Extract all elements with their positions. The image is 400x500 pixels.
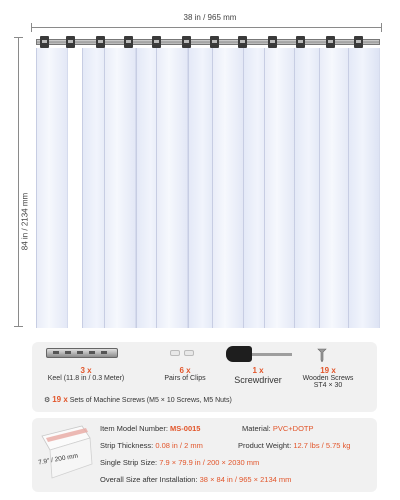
keel-icon [46,348,118,358]
clip-icon [124,36,133,48]
clip-icon [96,36,105,48]
material: Material: PVC+DOTP [242,424,314,433]
overall-size: Overall Size after Installation: 38 × 84 in / 965 × 2134 mm [100,475,292,484]
clip-icon [182,36,191,48]
accessory-clips: 6 x Pairs of Clips [164,366,206,382]
strip-width-label: 7.9" / 200 mm [37,452,79,467]
pvc-strip [104,48,136,328]
accessory-keel: 3 x Keel (11.8 in / 0.3 Meter) [47,366,125,382]
clip-icon [210,36,219,48]
clip-icon [66,36,75,48]
wooden-screw-icon [317,348,327,362]
machine-screws-line: ⚙ 19 x Sets of Machine Screws (M5 × 10 Screws, M5 Nuts) [44,395,232,404]
pvc-strip [36,48,68,328]
single-strip-size: Single Strip Size: 7.9 × 79.9 in / 200 × 2030 mm [100,458,260,467]
mounting-rail [36,36,380,48]
model-number: Item Model Number: MS-0015 [100,424,201,433]
pvc-strip [319,48,351,328]
height-dimension-line [14,37,30,327]
clip-icon [40,36,49,48]
clip-icon [296,36,305,48]
clips-icon [170,348,196,358]
machine-screw-icon: ⚙ [44,397,51,404]
product-weight: Product Weight: 12.7 lbs / 5.75 kg [238,441,351,450]
clip-icon [152,36,161,48]
pvc-strip-curtain [36,48,380,328]
height-dimension-label: 84 in / 2134 mm [21,172,30,272]
pvc-strip [212,48,244,328]
accessory-wooden-screws: 19 x Wooden Screws ST4 × 30 [302,366,354,389]
clip-icon [268,36,277,48]
specifications-panel [32,418,377,492]
pvc-strip [156,48,188,328]
width-dimension-line [31,23,382,33]
strip-thickness: Strip Thickness: 0.08 in / 2 mm [100,441,203,450]
clip-icon [326,36,335,48]
clip-icon [238,36,247,48]
clip-icon [354,36,363,48]
accessories-panel [32,342,377,412]
screwdriver-icon [226,346,294,362]
accessory-screwdriver: 1 x Screwdriver [234,366,282,385]
pvc-strip [264,48,296,328]
width-dimension-label: 38 in / 965 mm [140,13,280,22]
pvc-strip [348,48,380,328]
